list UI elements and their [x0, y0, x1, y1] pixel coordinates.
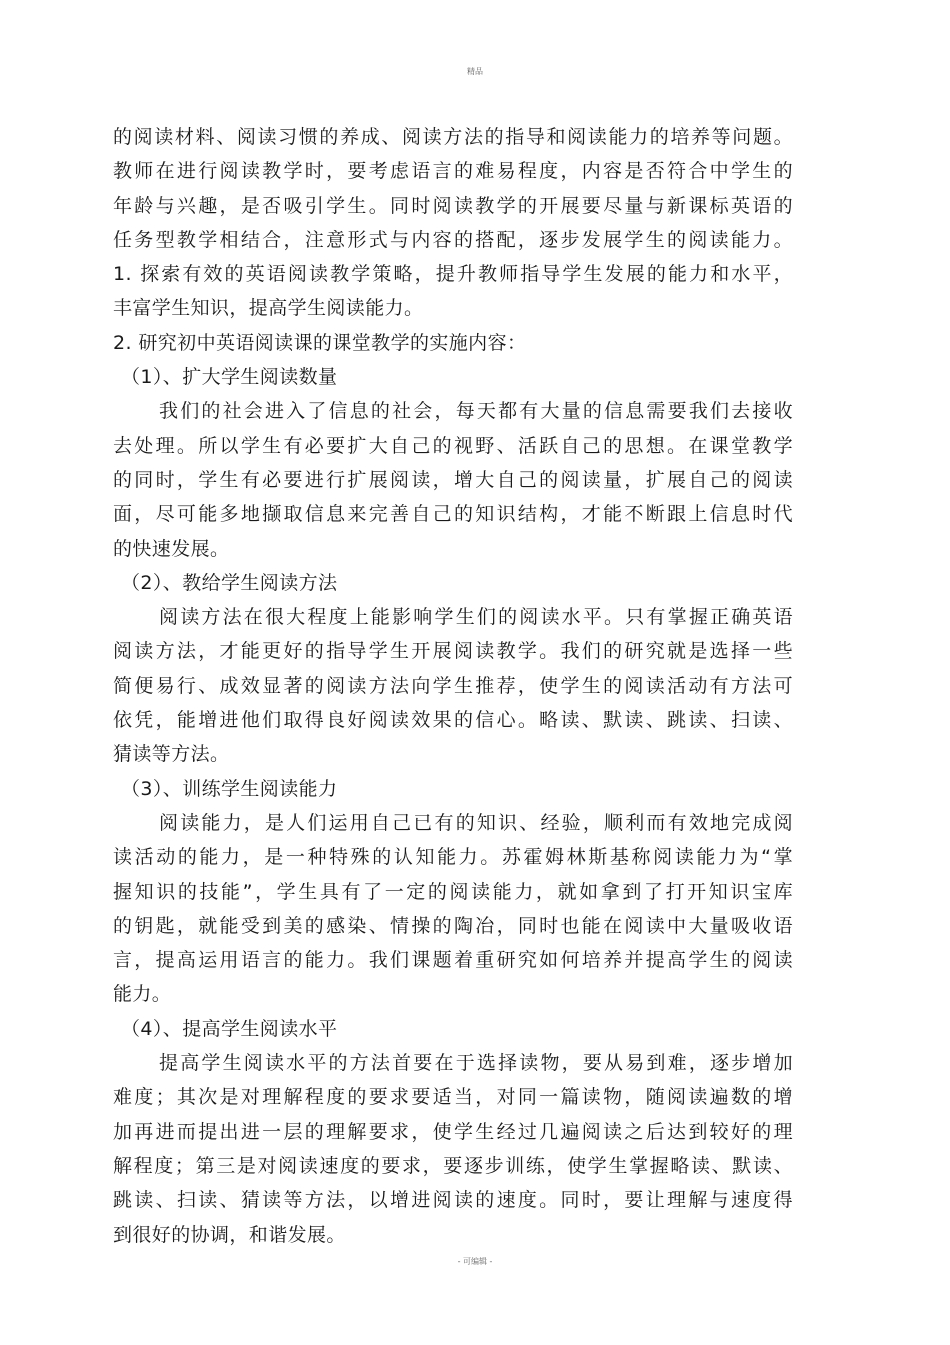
- text-line: 去处理。所以学生有必要扩大自己的视野、活跃自己的思想。在课堂教学: [113, 434, 793, 457]
- section-heading-4: （4）、提高学生阅读水平: [121, 1017, 338, 1040]
- text-line: 握知识的技能”，学生具有了一定的阅读能力，就如拿到了打开知识宝库: [113, 880, 793, 903]
- list-item-2: 2. 研究初中英语阅读课的课堂教学的实施内容：: [113, 331, 527, 354]
- text-line: 猜读等方法。: [113, 743, 230, 766]
- text-line: 到很好的协调，和谐发展。: [113, 1223, 346, 1246]
- text-line: 阅读能力，是人们运用自己已有的知识、经验，顺利而有效地完成阅: [159, 811, 793, 834]
- text-line: 阅读方法在很大程度上能影响学生们的阅读水平。只有掌握正确英语: [159, 606, 793, 629]
- text-line: 丰富学生知识，提高学生阅读能力。: [113, 297, 424, 320]
- text-line: 能力。: [113, 983, 172, 1006]
- section-heading-1: （1）、扩大学生阅读数量: [121, 366, 338, 389]
- text-line: 教师在进行阅读教学时，要考虑语言的难易程度，内容是否符合中学生的: [113, 160, 793, 183]
- text-line: 读活动的能力，是一种特殊的认知能力。苏霍姆林斯基称阅读能力为“掌: [113, 846, 793, 869]
- text-line: 面，尽可能多地撷取信息来完善自己的知识结构，才能不断跟上信息时代: [113, 503, 793, 526]
- footer-mark: - 可编辑 -: [457, 1257, 493, 1266]
- body-text: [113, 120, 793, 1252]
- text-line: 的钥匙，就能受到美的感染、情操的陶冶，同时也能在阅读中大量吸收语: [113, 914, 793, 937]
- text-line: 的同时，学生有必要进行扩展阅读，增大自己的阅读量，扩展自己的阅读: [113, 468, 793, 491]
- text-line: 提高学生阅读水平的方法首要在于选择读物，要从易到难，逐步增加: [159, 1052, 793, 1075]
- text-line: 阅读方法，才能更好的指导学生开展阅读教学。我们的研究就是选择一些: [113, 640, 793, 663]
- text-line: 年龄与兴趣，是否吸引学生。同时阅读教学的开展要尽量与新课标英语的: [113, 194, 793, 217]
- text-line: 难度；其次是对理解程度的要求要适当，对同一篇读物，随阅读遍数的增: [113, 1086, 793, 1109]
- text-line: 的阅读材料、阅读习惯的养成、阅读方法的指导和阅读能力的培养等问题。: [113, 126, 793, 148]
- text-line: 任务型教学相结合，注意形式与内容的搭配，逐步发展学生的阅读能力。: [113, 228, 793, 251]
- text-line: 我们的社会进入了信息的社会，每天都有大量的信息需要我们去接收: [159, 400, 793, 423]
- text-line: 的快速发展。: [113, 537, 230, 560]
- text-line: 加再进而提出进一层的理解要求，使学生经过几遍阅读之后达到较好的理: [113, 1120, 793, 1143]
- text-line: 跳读、扫读、猜读等方法，以增进阅读的速度。同时，要让理解与速度得: [113, 1189, 793, 1212]
- text-line: 简便易行、成效显著的阅读方法向学生推荐，使学生的阅读活动有方法可: [113, 674, 793, 697]
- text-line: 依凭，能增进他们取得良好阅读效果的信心。略读、默读、跳读、扫读、: [113, 709, 793, 732]
- text-line: 解程度；第三是对阅读速度的要求，要逐步训练，使学生掌握略读、默读、: [113, 1154, 793, 1177]
- section-heading-2: （2）、教给学生阅读方法: [121, 571, 338, 594]
- header-mark: 精品: [467, 67, 483, 76]
- section-heading-3: （3）、训练学生阅读能力: [121, 777, 338, 800]
- list-item-1: 1. 探索有效的英语阅读教学策略，提升教师指导学生发展的能力和水平，: [113, 263, 793, 286]
- text-line: 言，提高运用语言的能力。我们课题着重研究如何培养并提高学生的阅读: [113, 949, 793, 972]
